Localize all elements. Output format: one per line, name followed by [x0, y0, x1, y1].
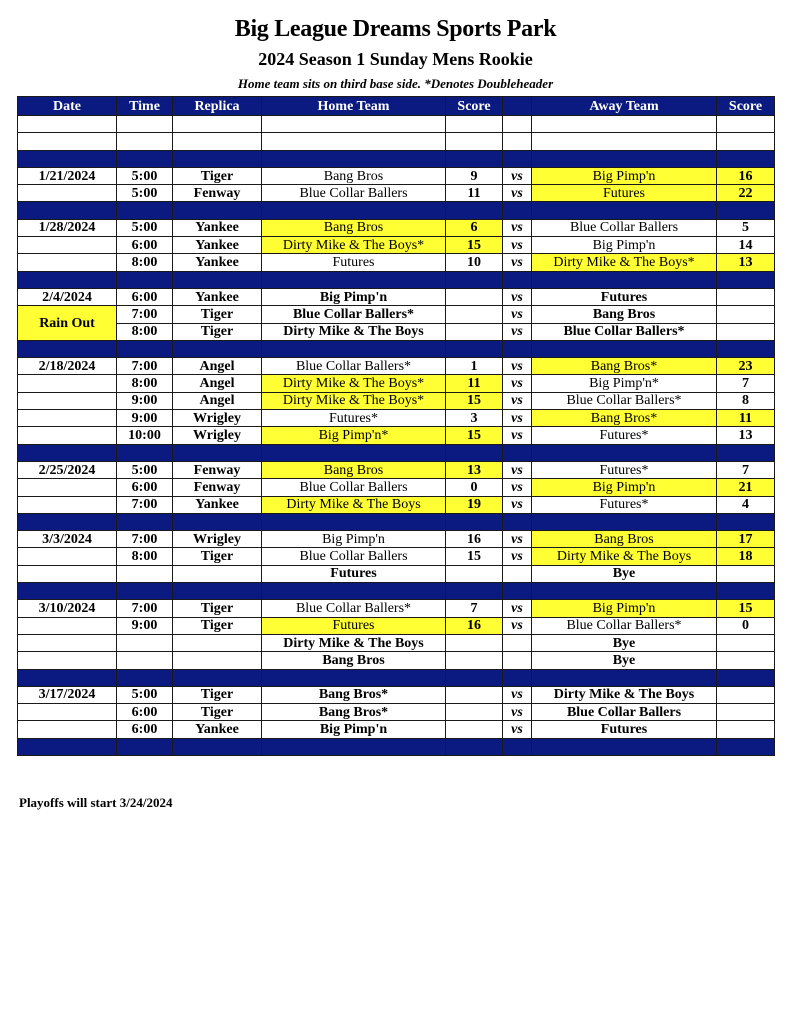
col-home-score: Score [446, 97, 503, 116]
home-score: 9 [446, 167, 503, 184]
away-team: Big Pimp'n [532, 167, 717, 184]
game-time: 8:00 [117, 548, 173, 565]
game-time [117, 634, 173, 651]
game-row [18, 427, 775, 444]
vs-label: vs [503, 358, 532, 375]
game-field: Angel [173, 392, 262, 409]
week-divider [18, 444, 775, 461]
game-date: 2/25/2024 [18, 461, 117, 478]
home-team: Bang Bros [262, 461, 446, 478]
game-row [18, 652, 775, 669]
vs-label: vs [503, 410, 532, 427]
game-time: 6:00 [117, 237, 173, 254]
game-time [117, 652, 173, 669]
home-team: Blue Collar Ballers* [262, 358, 446, 375]
col-away-team: Away Team [532, 97, 717, 116]
vs-label: vs [503, 721, 532, 738]
game-date [18, 548, 117, 565]
game-row [18, 288, 775, 305]
home-team: Dirty Mike & The Boys* [262, 392, 446, 409]
home-score: 15 [446, 427, 503, 444]
game-date [18, 652, 117, 669]
home-score: 1 [446, 358, 503, 375]
game-date [18, 634, 117, 651]
away-team: Bye [532, 634, 717, 651]
home-score: 11 [446, 375, 503, 392]
home-score [446, 288, 503, 305]
away-team: Blue Collar Ballers [532, 704, 717, 721]
game-field: Tiger [173, 167, 262, 184]
game-time: 5:00 [117, 686, 173, 703]
vs-label: vs [503, 548, 532, 565]
game-date [18, 721, 117, 738]
away-score: 17 [717, 531, 775, 548]
vs-label: vs [503, 254, 532, 271]
away-team: Futures* [532, 496, 717, 513]
footer-note: Playoffs will start 3/24/2024 [19, 795, 173, 810]
game-time: 9:00 [117, 410, 173, 427]
away-score: 5 [717, 219, 775, 236]
vs-label: vs [503, 392, 532, 409]
away-team: Dirty Mike & The Boys [532, 548, 717, 565]
away-score: 7 [717, 375, 775, 392]
game-date [18, 617, 117, 634]
game-row [18, 375, 775, 392]
game-row [18, 531, 775, 548]
home-score [446, 634, 503, 651]
home-score [446, 652, 503, 669]
game-field: Fenway [173, 185, 262, 202]
away-team: Bang Bros* [532, 410, 717, 427]
game-time: 7:00 [117, 496, 173, 513]
home-team: Big Pimp'n [262, 288, 446, 305]
away-team: Blue Collar Ballers* [532, 323, 717, 340]
vs-label: vs [503, 617, 532, 634]
col-date: Date [18, 97, 117, 116]
game-row [18, 254, 775, 271]
home-team: Futures [262, 617, 446, 634]
game-row [18, 496, 775, 513]
game-time: 10:00 [117, 427, 173, 444]
vs-label: vs [503, 686, 532, 703]
home-score: 11 [446, 185, 503, 202]
game-row [18, 461, 775, 478]
vs-label: vs [503, 375, 532, 392]
away-score [717, 652, 775, 669]
home-team: Blue Collar Ballers [262, 548, 446, 565]
game-row [18, 634, 775, 651]
game-time: 5:00 [117, 461, 173, 478]
game-time: 9:00 [117, 392, 173, 409]
header-row [18, 97, 775, 116]
game-field: Wrigley [173, 410, 262, 427]
game-field [173, 634, 262, 651]
col-away-score: Score [717, 97, 775, 116]
home-score: 7 [446, 600, 503, 617]
game-row [18, 185, 775, 202]
game-field: Tiger [173, 306, 262, 323]
schedule-table [17, 96, 775, 756]
game-date: 2/18/2024 [18, 358, 117, 375]
home-score: 16 [446, 531, 503, 548]
game-time: 6:00 [117, 721, 173, 738]
home-team: Dirty Mike & The Boys* [262, 237, 446, 254]
vs-label: vs [503, 479, 532, 496]
away-score: 11 [717, 410, 775, 427]
game-row [18, 617, 775, 634]
game-row [18, 548, 775, 565]
game-field: Tiger [173, 323, 262, 340]
game-row [18, 721, 775, 738]
vs-label [503, 652, 532, 669]
game-row [18, 704, 775, 721]
week-divider [18, 340, 775, 357]
game-row [18, 410, 775, 427]
game-time: 8:00 [117, 254, 173, 271]
game-date [18, 479, 117, 496]
game-row [18, 358, 775, 375]
col-time: Time [117, 97, 173, 116]
away-team: Futures [532, 721, 717, 738]
game-date [18, 565, 117, 582]
home-team: Dirty Mike & The Boys [262, 496, 446, 513]
col-vs [503, 97, 532, 116]
home-score: 15 [446, 548, 503, 565]
home-team: Dirty Mike & The Boys [262, 323, 446, 340]
home-team: Blue Collar Ballers [262, 479, 446, 496]
away-score: 14 [717, 237, 775, 254]
game-time: 8:00 [117, 375, 173, 392]
home-score: 13 [446, 461, 503, 478]
week-divider [18, 150, 775, 167]
game-date: 3/10/2024 [18, 600, 117, 617]
game-time: 5:00 [117, 185, 173, 202]
game-time: 9:00 [117, 617, 173, 634]
rain-out-badge: Rain Out [18, 306, 117, 341]
game-field: Tiger [173, 548, 262, 565]
game-time: 8:00 [117, 323, 173, 340]
game-time: 5:00 [117, 219, 173, 236]
game-field: Wrigley [173, 531, 262, 548]
game-field [173, 652, 262, 669]
home-team: Bang Bros [262, 219, 446, 236]
game-field: Yankee [173, 219, 262, 236]
vs-label [503, 634, 532, 651]
home-score: 15 [446, 392, 503, 409]
away-team: Bye [532, 652, 717, 669]
vs-label: vs [503, 288, 532, 305]
game-date: 2/4/2024 [18, 288, 117, 305]
away-score [717, 634, 775, 651]
vs-label: vs [503, 496, 532, 513]
game-date [18, 427, 117, 444]
away-team: Bye [532, 565, 717, 582]
game-time: 7:00 [117, 531, 173, 548]
game-date [18, 496, 117, 513]
game-row [18, 600, 775, 617]
game-field: Wrigley [173, 427, 262, 444]
game-row [18, 237, 775, 254]
vs-label [503, 565, 532, 582]
vs-label: vs [503, 461, 532, 478]
away-team: Bang Bros* [532, 358, 717, 375]
game-time [117, 565, 173, 582]
game-time: 7:00 [117, 358, 173, 375]
home-score [446, 721, 503, 738]
game-row [18, 219, 775, 236]
away-score: 22 [717, 185, 775, 202]
vs-label: vs [503, 167, 532, 184]
home-team: Bang Bros* [262, 686, 446, 703]
away-team: Big Pimp'n* [532, 375, 717, 392]
home-team: Futures [262, 565, 446, 582]
page-title: Big League Dreams Sports Park [234, 16, 557, 42]
away-score [717, 565, 775, 582]
vs-label: vs [503, 185, 532, 202]
page-subtitle: 2024 Season 1 Sunday Mens Rookie [258, 49, 533, 69]
schedule-body [18, 116, 775, 756]
game-date [18, 185, 117, 202]
week-divider [18, 669, 775, 686]
home-team: Big Pimp'n [262, 531, 446, 548]
away-team: Big Pimp'n [532, 600, 717, 617]
away-score: 18 [717, 548, 775, 565]
game-time: 7:00 [117, 306, 173, 323]
away-score: 21 [717, 479, 775, 496]
away-team: Futures [532, 288, 717, 305]
home-score: 19 [446, 496, 503, 513]
game-field: Yankee [173, 237, 262, 254]
home-score [446, 704, 503, 721]
home-team: Bang Bros [262, 652, 446, 669]
week-divider [18, 583, 775, 600]
game-date: 1/28/2024 [18, 219, 117, 236]
game-row [18, 565, 775, 582]
away-team: Dirty Mike & The Boys [532, 686, 717, 703]
game-date [18, 704, 117, 721]
away-score: 16 [717, 167, 775, 184]
game-time: 6:00 [117, 479, 173, 496]
home-team: Futures* [262, 410, 446, 427]
home-score: 10 [446, 254, 503, 271]
away-score [717, 721, 775, 738]
away-score: 15 [717, 600, 775, 617]
game-field [173, 565, 262, 582]
vs-label: vs [503, 600, 532, 617]
blank-row [18, 116, 775, 133]
home-score: 6 [446, 219, 503, 236]
game-row [18, 167, 775, 184]
vs-label: vs [503, 531, 532, 548]
week-divider [18, 738, 775, 755]
away-team: Bang Bros [532, 531, 717, 548]
away-score [717, 704, 775, 721]
game-field: Yankee [173, 721, 262, 738]
game-field: Angel [173, 358, 262, 375]
game-time: 6:00 [117, 288, 173, 305]
away-score: 8 [717, 392, 775, 409]
home-score [446, 323, 503, 340]
away-team: Bang Bros [532, 306, 717, 323]
game-field: Yankee [173, 496, 262, 513]
away-team: Big Pimp'n [532, 479, 717, 496]
blank-row [18, 133, 775, 150]
week-divider [18, 513, 775, 530]
away-team: Blue Collar Ballers [532, 219, 717, 236]
home-team: Bang Bros [262, 167, 446, 184]
game-field: Fenway [173, 479, 262, 496]
vs-label: vs [503, 219, 532, 236]
game-date [18, 254, 117, 271]
home-score: 16 [446, 617, 503, 634]
week-divider [18, 202, 775, 219]
col-replica: Replica [173, 97, 262, 116]
game-row [18, 323, 775, 340]
game-time: 6:00 [117, 704, 173, 721]
game-time: 7:00 [117, 600, 173, 617]
game-field: Yankee [173, 288, 262, 305]
vs-label: vs [503, 427, 532, 444]
game-field: Tiger [173, 704, 262, 721]
game-row [18, 479, 775, 496]
game-date [18, 237, 117, 254]
game-field: Tiger [173, 686, 262, 703]
vs-label: vs [503, 323, 532, 340]
game-time: 5:00 [117, 167, 173, 184]
game-field: Tiger [173, 600, 262, 617]
vs-label: vs [503, 704, 532, 721]
schedule-note: Home team sits on third base side. *Denotes Doubleheader [237, 76, 554, 91]
col-home-team: Home Team [262, 97, 446, 116]
away-score: 13 [717, 427, 775, 444]
game-date [18, 375, 117, 392]
game-row [18, 306, 775, 323]
game-field: Angel [173, 375, 262, 392]
away-team: Futures* [532, 427, 717, 444]
home-team: Dirty Mike & The Boys [262, 634, 446, 651]
home-score: 0 [446, 479, 503, 496]
home-score: 3 [446, 410, 503, 427]
away-team: Big Pimp'n [532, 237, 717, 254]
away-team: Futures [532, 185, 717, 202]
away-team: Dirty Mike & The Boys* [532, 254, 717, 271]
game-row [18, 392, 775, 409]
game-field: Tiger [173, 617, 262, 634]
home-score [446, 565, 503, 582]
away-team: Blue Collar Ballers* [532, 617, 717, 634]
game-date: 3/17/2024 [18, 686, 117, 703]
away-score: 0 [717, 617, 775, 634]
home-score [446, 686, 503, 703]
vs-label: vs [503, 237, 532, 254]
away-score: 13 [717, 254, 775, 271]
home-team: Blue Collar Ballers* [262, 600, 446, 617]
away-score: 23 [717, 358, 775, 375]
away-score: 4 [717, 496, 775, 513]
home-score: 15 [446, 237, 503, 254]
game-date [18, 410, 117, 427]
away-score: 7 [717, 461, 775, 478]
away-team: Blue Collar Ballers* [532, 392, 717, 409]
away-score [717, 288, 775, 305]
game-date: 1/21/2024 [18, 167, 117, 184]
away-score [717, 686, 775, 703]
game-date: 3/3/2024 [18, 531, 117, 548]
away-score [717, 306, 775, 323]
home-team: Bang Bros* [262, 704, 446, 721]
home-team: Blue Collar Ballers [262, 185, 446, 202]
game-field: Yankee [173, 254, 262, 271]
game-date [18, 392, 117, 409]
game-row [18, 686, 775, 703]
home-score [446, 306, 503, 323]
game-field: Fenway [173, 461, 262, 478]
home-team: Blue Collar Ballers* [262, 306, 446, 323]
home-team: Big Pimp'n [262, 721, 446, 738]
away-score [717, 323, 775, 340]
vs-label: vs [503, 306, 532, 323]
home-team: Futures [262, 254, 446, 271]
week-divider [18, 271, 775, 288]
home-team: Big Pimp'n* [262, 427, 446, 444]
home-team: Dirty Mike & The Boys* [262, 375, 446, 392]
away-team: Futures* [532, 461, 717, 478]
